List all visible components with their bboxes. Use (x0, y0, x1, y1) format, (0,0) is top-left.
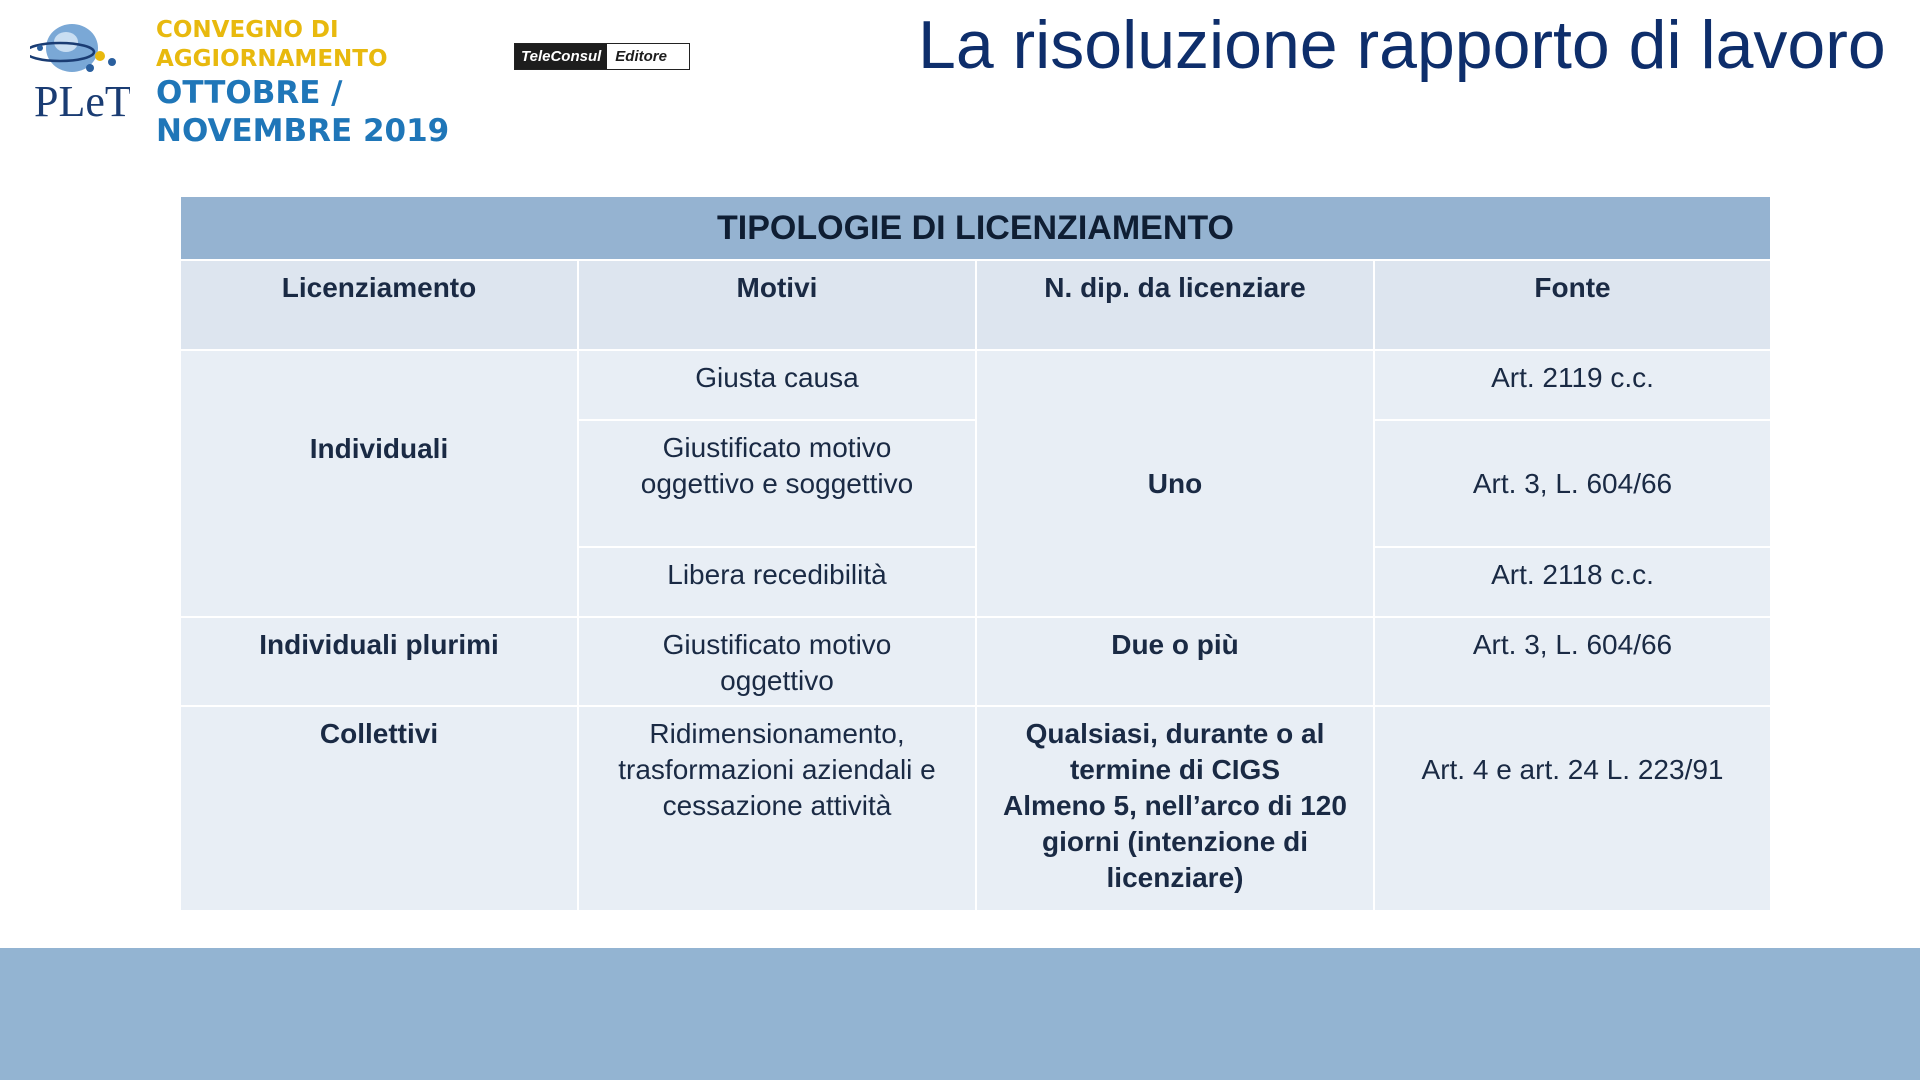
count-cell (976, 706, 1374, 911)
table-caption-row (180, 196, 1771, 260)
motivo-line: Ridimensionamento, (649, 718, 905, 749)
licenziamento-cell: Collettivi (180, 706, 578, 911)
count-line: Qualsiasi, durante o al (1025, 718, 1325, 749)
licenziamento-table (179, 195, 1772, 912)
count-line: Almeno 5, nell’arco di 120 (1003, 790, 1347, 821)
motivo-cell: Libera recedibilità (578, 547, 976, 617)
fonte-cell: Art. 4 e art. 24 L. 223/91 (1374, 706, 1771, 911)
motivo-cell (578, 706, 976, 911)
teleconsul-name: TeleConsul (515, 44, 607, 69)
logo-text: PLeT (34, 77, 130, 126)
count-cell: Due o più (976, 617, 1374, 706)
fonte-cell: Art. 3, L. 604/66 (1374, 420, 1771, 547)
convegno-block (156, 16, 449, 150)
motivo-cell (578, 617, 976, 706)
motivo-line: cessazione attività (662, 790, 892, 821)
fonte-cell: Art. 2118 c.c. (1374, 547, 1771, 617)
column-header: N. dip. da licenziare (976, 260, 1374, 350)
footer-band (0, 948, 1920, 1080)
motivo-line: Giustificato motivo (662, 629, 892, 660)
convegno-date-line-1: OTTOBRE / (156, 75, 343, 111)
convegno-line-2: AGGIORNAMENTO (156, 46, 388, 72)
column-header-row (180, 260, 1771, 350)
column-header: Licenziamento (180, 260, 578, 350)
fonte-cell: Art. 3, L. 604/66 (1374, 617, 1771, 706)
count-line: giorni (intenzione di (1042, 826, 1308, 857)
table-row (180, 706, 1771, 911)
column-header: Fonte (1374, 260, 1771, 350)
motivo-line: trasformazioni aziendali e (618, 754, 936, 785)
count-cell: Uno (976, 350, 1374, 617)
slide-title: La risoluzione rapporto di lavoro (918, 7, 1886, 83)
licenziamento-cell: Individuali plurimi (180, 617, 578, 706)
motivo-line: Giustificato motivo (662, 432, 892, 463)
plet-logo (30, 18, 130, 128)
convegno-date-line-2: NOVEMBRE 2019 (156, 113, 450, 149)
motivo-line: oggettivo (720, 665, 834, 696)
column-header: Motivi (578, 260, 976, 350)
convegno-line-1: CONVEGNO DI (156, 17, 339, 43)
motivo-line: oggettivo e soggettivo (640, 468, 914, 499)
table-caption: TIPOLOGIE DI LICENZIAMENTO (180, 196, 1771, 260)
count-line: termine di CIGS (1069, 754, 1281, 785)
fonte-cell: Art. 2119 c.c. (1374, 350, 1771, 420)
teleconsul-logo (514, 43, 690, 70)
motivo-cell: Giusta causa (578, 350, 976, 420)
motivo-cell (578, 420, 976, 547)
count-line: licenziare) (1106, 862, 1244, 893)
teleconsul-editore: Editore (607, 44, 675, 69)
table-row (180, 350, 1771, 420)
licenziamento-cell: Individuali (180, 350, 578, 617)
table-row (180, 617, 1771, 706)
